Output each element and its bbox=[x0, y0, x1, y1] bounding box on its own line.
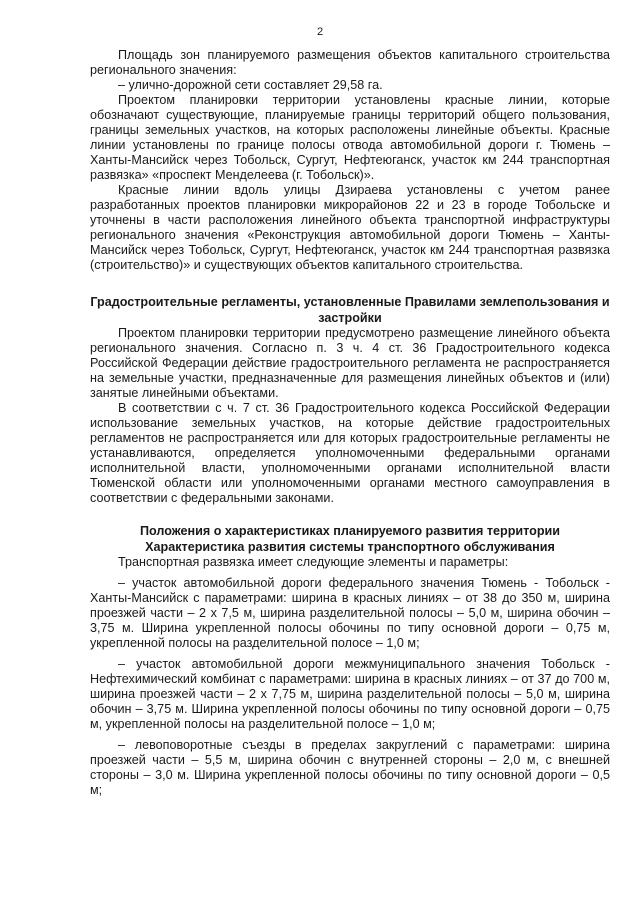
heading-development-provisions: Положения о характеристиках планируемого развития территории bbox=[139, 524, 561, 538]
paragraph-regulations-2: В соответствии с ч. 7 ст. 36 Градостроительного кодекса Российской Федерации использование земельных участков, на которые действие градостроительных регламентов не распространяется или для которых градостроительные регламенты не устанавливаются, определяется уполномоченными федеральными органами исполнительной власти, уполномоченными органами исполнительной власти Тюменской области или уполномоченными органами местного самоуправления в соответствии с федеральными законами. bbox=[90, 401, 610, 505]
page-number: 2 bbox=[316, 26, 324, 38]
list-item-left-turn-exits: – левоповоротные съезды в пределах закруглений с параметрами: ширина проезжей части – 5,5 м, ширина обочин с внутренней стороны – 2,0 м, с внешней стороны – 3,0 м. Ширина укрепленной полосы обочины по типу основной дороги – 0,5 м; bbox=[90, 738, 610, 797]
document-body bbox=[90, 48, 610, 798]
heading-transport-system: Характеристика развития системы транспортного обслуживания bbox=[145, 539, 555, 554]
paragraph-regulations-1: Проектом планировки территории предусмотрено размещение линейного объекта регионального значения. Согласно п. 3 ч. 4 ст. 36 Градостроительного кодекса Российской Федерации действие градостроительного регламента не распространяется на земельные участки, предназначенные для размещения линейных объектов и (или) занятые линейными объектами. bbox=[90, 326, 610, 400]
paragraph-red-lines: Проектом планировки территории установлены красные линии, которые обозначают существующие, планируемые границы территорий общего пользования, границы земельных участков, на которых расположены линейные объекты. Красные линии установлены по границе полосы отвода автомобильной дороги г. Тюмень – Ханты-Мансийск через Тобольск, Сургут, Нефтеюганск, участок км 244 транспортная развязка» «проспект Менделеева (г. Тобольск)». bbox=[90, 93, 610, 182]
paragraph-red-lines-dziraeva: Красные линии вдоль улицы Дзираева установлены с учетом ранее разработанных проектов планировки микрорайонов 22 и 23 в городе Тобольске и уточнены в части расположения линейного объекта транспортной инфраструктуры регионального значения «Реконструкция автомобильной дороги Тюмень – Ханты-Мансийск через Тобольск, Сургут, Нефтеюганск, участок км 244 транспортная развязка (строительство)» и существующих объектов капитального строительства. bbox=[90, 183, 610, 272]
paragraph-interchange-intro: Транспортная развязка имеет следующие элементы и параметры: bbox=[118, 555, 509, 569]
list-item-municipal-road: – участок автомобильной дороги межмуниципального значения Тобольск - Нефтехимический комбинат с параметрами: ширина в красных линиях – от 37 до 700 м, ширина проезжей части – 2 х 7,75 м, ширина разделительной полосы – 5,0 м, ширина обочин – 3,75 м. Ширина укрепленной полосы обочины по типу основной дороги – 0,75 м, укрепленной полосы на разделительной полосе – 1,0 м; bbox=[90, 657, 610, 731]
paragraph-area-intro: Площадь зон планируемого размещения объектов капитального строительства регионального значения: bbox=[90, 48, 610, 77]
heading-urban-regulations: Градостроительные регламенты, установленные Правилами землепользования и застройки bbox=[90, 295, 610, 325]
list-item-federal-road: – участок автомобильной дороги федерального значения Тюмень - Тобольск - Ханты-Мансийск с параметрами: ширина в красных линиях – от 38 до 350 м, ширина проезжей части – 2 х 7,5 м, ширина разделительной полосы – 5,0 м, ширина обочин – 3,75 м. Ширина укрепленной полосы обочины по типу основной дороги – 0,75 м, укрепленной полосы на разделительной полосе – 1,0 м; bbox=[90, 576, 610, 650]
paragraph-street-network-area: – улично-дорожной сети составляет 29,58 га. bbox=[118, 78, 383, 92]
